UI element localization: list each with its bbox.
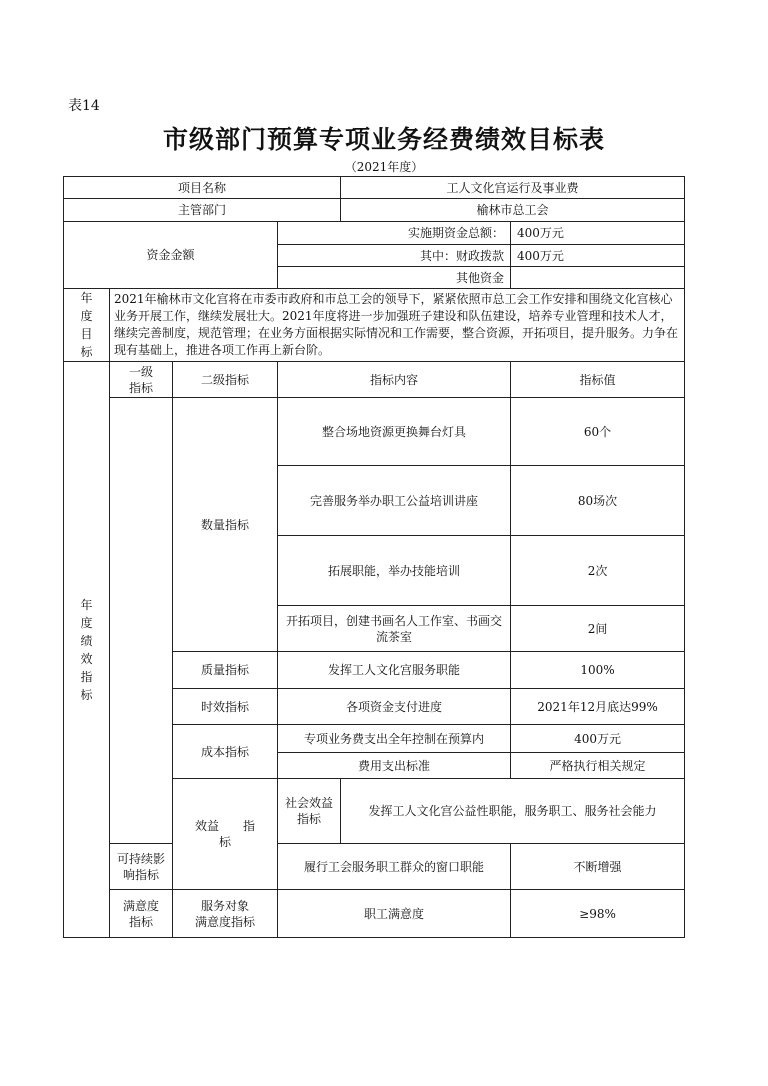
indicator-value: 2次 [511,536,685,606]
fiscal-funds-value: 400万元 [511,245,685,267]
header-value: 指标值 [511,362,685,398]
indicator-section-label: 年 度 绩 效 指 标 [64,362,110,938]
table-row [64,890,685,938]
satisfaction-label: 满意度 指标 [110,890,173,938]
funds-label: 资金金额 [64,222,278,289]
header-level1: 一级 指标 [110,362,173,398]
project-value: 工人文化宫运行及事业费 [341,177,685,199]
dept-value: 榆林市总工会 [341,199,685,222]
indicator-value: 2间 [511,606,685,652]
quantity-label: 数量指标 [173,398,278,652]
indicator-header-row [64,362,685,398]
indicator-value: 400万元 [511,725,685,753]
performance-table [63,176,685,938]
table-row [64,844,685,890]
total-funds-label: 实施期资金总额： [278,222,511,245]
other-funds-value [511,267,685,289]
indicator-content: 费用支出标准 [278,753,511,779]
timeliness-label: 时效指标 [173,689,278,725]
objective-label: 年 度 目 标 [64,289,110,362]
indicator-content: 专项业务费支出全年控制在预算内 [278,725,511,753]
cost-label: 成本指标 [173,725,278,779]
project-label: 项目名称 [64,177,341,199]
indicator-content: 整合场地资源更换舞台灯具 [278,398,511,466]
objective-text: 2021年榆林市文化宫将在市委市政府和市总工会的领导下，紧紧依照市总工会工作安排和围绕文化宫核心业务开展工作，继续发展壮大。2021年度将进一步加强班子建设和队伍建设，培养专业管理和技术人才，继续完善制度，规范管理；在业务方面根据实际情况和工作需要，整合资源，开拓项目，提升服务。力争在现有基础上，推进各项工作再上新台阶。 [110,289,685,362]
year-subtitle: （2021年度） [344,160,424,174]
dept-label: 主管部门 [64,199,341,222]
indicator-content: 各项资金支付进度 [278,689,511,725]
indicator-content: 完善服务举办职工公益培训讲座 [278,466,511,536]
output-level1-blank [110,398,173,844]
header-level2: 二级指标 [173,362,278,398]
indicator-value: 80场次 [511,466,685,536]
table-row [64,398,685,466]
indicator-content: 发挥工人文化宫服务职能 [278,652,511,689]
indicator-value: 严格执行相关规定 [511,753,685,779]
page-title: 市级部门预算专项业务经费绩效目标表 [162,125,605,154]
other-funds-label: 其他资金 [278,267,511,289]
indicator-value: ≥98% [511,890,685,938]
table-number: 表14 [68,98,100,114]
satisfaction-sub-label: 服务对象 满意度指标 [173,890,278,938]
funds-row-total [64,222,685,245]
indicator-content: 发挥工人文化宫公益性职能，服务职工、服务社会能力 [341,779,685,844]
indicator-value: 不断增强 [511,844,685,890]
benefit-label: 效益 指 标 [173,779,278,890]
indicator-content: 开拓项目，创建书画名人工作室、书画交流茶室 [278,606,511,652]
objective-row [64,289,685,362]
quality-label: 质量指标 [173,652,278,689]
indicator-value: 100% [511,652,685,689]
social-benefit-label: 社会效益指标 [278,779,341,844]
dept-row [64,199,685,222]
indicator-value: 60个 [511,398,685,466]
sustain-label: 可持续影响指标 [110,844,173,890]
project-row [64,177,685,199]
total-funds-value: 400万元 [511,222,685,245]
indicator-content: 拓展职能，举办技能培训 [278,536,511,606]
fiscal-funds-label: 其中：财政拨款 [278,245,511,267]
indicator-content: 履行工会服务职工群众的窗口职能 [278,844,511,890]
indicator-content: 职工满意度 [278,890,511,938]
header-content: 指标内容 [278,362,511,398]
indicator-value: 2021年12月底达99% [511,689,685,725]
